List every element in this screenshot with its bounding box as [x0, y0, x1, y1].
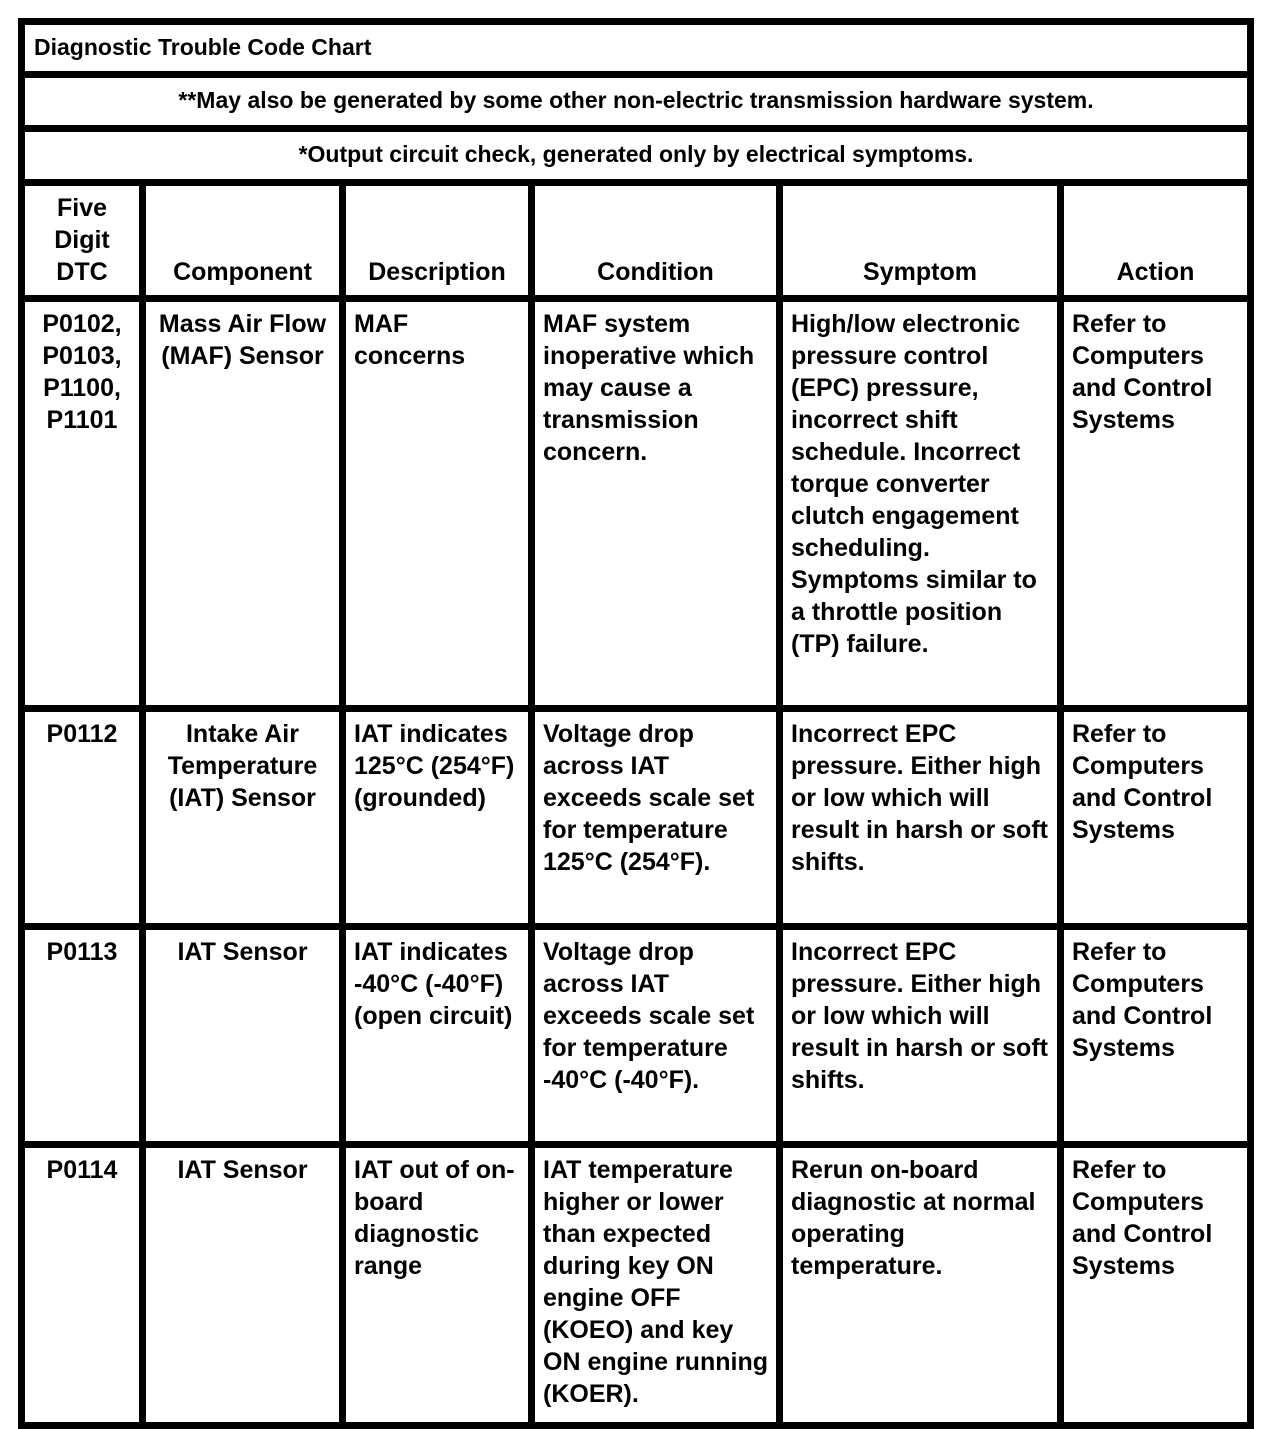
cell-dtc: P0102, P0103, P1100, P1101: [22, 299, 143, 709]
dtc-table: [18, 18, 1254, 1429]
cell-condition: MAF system inoperative which may cause a transmission concern.: [532, 299, 780, 709]
cell-description: MAF concerns: [343, 299, 532, 709]
cell-symptom: High/low electronic pressure control (EPC) pressure, incorrect shift schedule. Incorrect torque converter clutch engagement scheduling. Symptoms similar to a throttle position (TP) failure.: [780, 299, 1061, 709]
table-row: [22, 927, 1251, 1145]
header-dtc-line3: DTC: [56, 258, 108, 286]
cell-action: Refer to Computers and Control Systems: [1061, 927, 1251, 1145]
header-condition: Condition: [532, 183, 780, 299]
table-row: [22, 1145, 1251, 1426]
note-hardware: **May also be generated by some other non-electric transmission hardware system.: [22, 75, 1251, 129]
table-row: [22, 299, 1251, 709]
chart-title: Diagnostic Trouble Code Chart: [22, 22, 1251, 75]
header-row: [22, 183, 1251, 299]
cell-action: Refer to Computers and Control Systems: [1061, 709, 1251, 927]
header-action: Action: [1061, 183, 1251, 299]
header-dtc-line2: Digit: [54, 226, 110, 254]
cell-component: Mass Air Flow (MAF) Sensor: [143, 299, 343, 709]
cell-dtc: P0113: [22, 927, 143, 1145]
cell-description: IAT indicates 125°C (254°F) (grounded): [343, 709, 532, 927]
cell-component: Intake Air Temperature (IAT) Sensor: [143, 709, 343, 927]
cell-condition: IAT temperature higher or lower than expected during key ON engine OFF (KOEO) and key ON engine running (KOER).: [532, 1145, 780, 1426]
cell-component: IAT Sensor: [143, 1145, 343, 1426]
cell-action: Refer to Computers and Control Systems: [1061, 1145, 1251, 1426]
note-output-circuit: *Output circuit check, generated only by electrical symptoms.: [22, 129, 1251, 183]
cell-symptom: Incorrect EPC pressure. Either high or low which will result in harsh or soft shifts.: [780, 927, 1061, 1145]
header-description: Description: [343, 183, 532, 299]
cell-dtc: P0114: [22, 1145, 143, 1426]
cell-symptom: Incorrect EPC pressure. Either high or low which will result in harsh or soft shifts.: [780, 709, 1061, 927]
cell-component: IAT Sensor: [143, 927, 343, 1145]
cell-description: IAT out of on-board diagnostic range: [343, 1145, 532, 1426]
header-component: Component: [143, 183, 343, 299]
cell-description: IAT indicates -40°C (-40°F) (open circuit): [343, 927, 532, 1145]
cell-condition: Voltage drop across IAT exceeds scale set for temperature -40°C (-40°F).: [532, 927, 780, 1145]
cell-condition: Voltage drop across IAT exceeds scale set for temperature 125°C (254°F).: [532, 709, 780, 927]
table-row: [22, 709, 1251, 927]
cell-symptom: Rerun on-board diagnostic at normal operating temperature.: [780, 1145, 1061, 1426]
header-dtc: [22, 183, 143, 299]
header-symptom: Symptom: [780, 183, 1061, 299]
cell-dtc: P0112: [22, 709, 143, 927]
dtc-chart: [18, 18, 1247, 1429]
header-dtc-line1: Five: [56, 194, 108, 222]
cell-action: Refer to Computers and Control Systems: [1061, 299, 1251, 709]
